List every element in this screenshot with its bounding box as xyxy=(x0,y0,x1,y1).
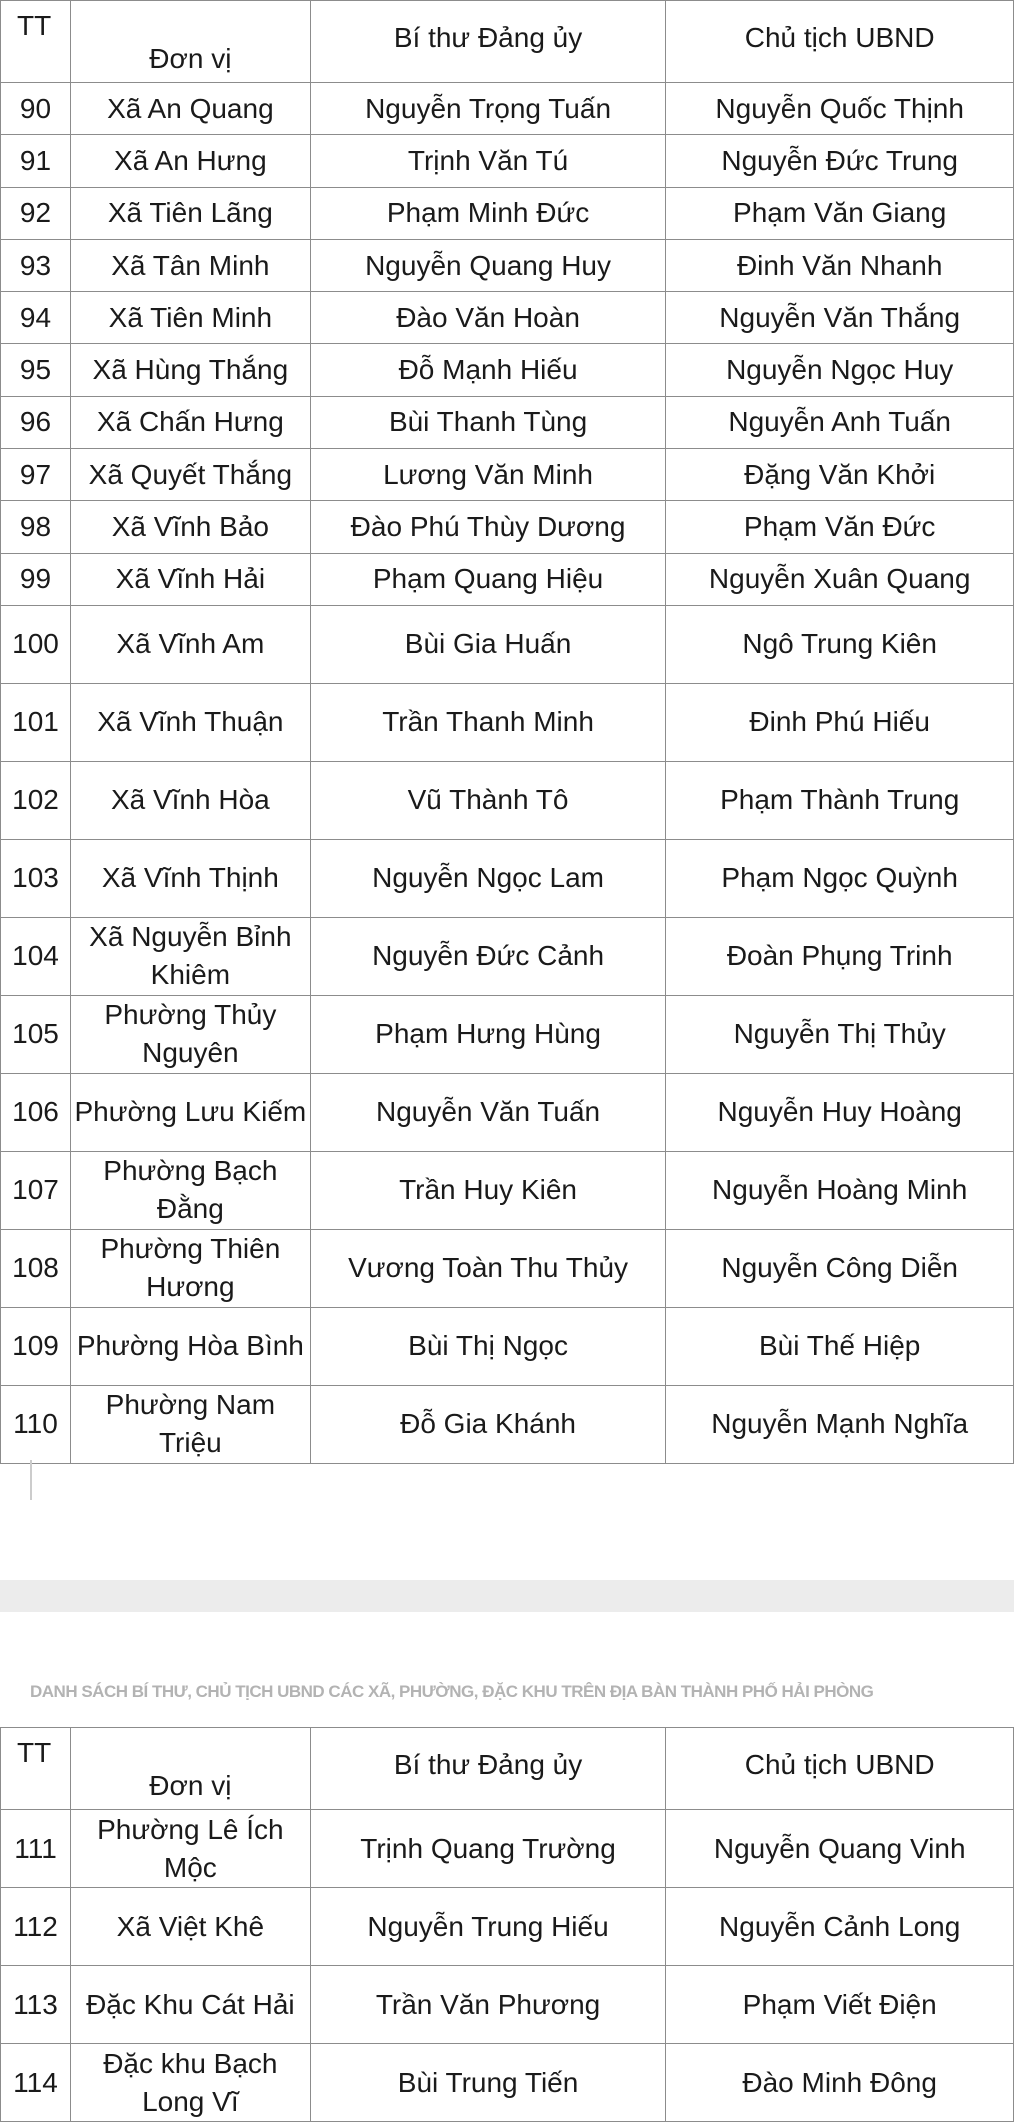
row-number: 95 xyxy=(1,344,71,396)
party-secretary: Đào Văn Hoàn xyxy=(310,292,666,344)
table-header-row xyxy=(1,1728,1014,1810)
table-row xyxy=(1,292,1014,344)
party-secretary: Nguyễn Văn Tuấn xyxy=(310,1073,666,1151)
divider-line xyxy=(30,1460,32,1500)
party-secretary: Vũ Thành Tô xyxy=(310,761,666,839)
party-secretary: Phạm Minh Đức xyxy=(310,187,666,239)
header-unit: Đơn vị xyxy=(70,1728,310,1810)
party-secretary: Bùi Trung Tiến xyxy=(310,2044,666,2122)
party-secretary: Vương Toàn Thu Thủy xyxy=(310,1229,666,1307)
party-secretary: Bùi Thanh Tùng xyxy=(310,396,666,448)
header-secretary: Bí thư Đảng ủy xyxy=(310,1,666,83)
committee-chairman: Đào Minh Đông xyxy=(666,2044,1014,2122)
party-secretary: Trần Thanh Minh xyxy=(310,683,666,761)
committee-chairman: Phạm Văn Đức xyxy=(666,501,1014,553)
row-number: 102 xyxy=(1,761,71,839)
unit-name: Phường Thủy Nguyên xyxy=(70,995,310,1073)
table-row xyxy=(1,1229,1014,1307)
row-number: 114 xyxy=(1,2044,71,2122)
unit-name: Xã Vĩnh Thuận xyxy=(70,683,310,761)
row-number: 105 xyxy=(1,995,71,1073)
party-secretary: Đào Phú Thùy Dương xyxy=(310,501,666,553)
table-row xyxy=(1,83,1014,135)
committee-chairman: Phạm Ngọc Quỳnh xyxy=(666,839,1014,917)
unit-name: Phường Bạch Đằng xyxy=(70,1151,310,1229)
row-number: 93 xyxy=(1,239,71,291)
unit-name: Xã Vĩnh Hòa xyxy=(70,761,310,839)
unit-name: Xã Vĩnh Am xyxy=(70,605,310,683)
party-secretary: Trần Văn Phương xyxy=(310,1966,666,2044)
table-row xyxy=(1,995,1014,1073)
table-row xyxy=(1,1810,1014,1888)
header-secretary: Bí thư Đảng ủy xyxy=(310,1728,666,1810)
committee-chairman: Nguyễn Văn Thắng xyxy=(666,292,1014,344)
header-chairman: Chủ tịch UBND xyxy=(666,1,1014,83)
party-secretary: Trịnh Văn Tú xyxy=(310,135,666,187)
row-number: 111 xyxy=(1,1810,71,1888)
committee-chairman: Nguyễn Cảnh Long xyxy=(666,1888,1014,1966)
party-secretary: Lương Văn Minh xyxy=(310,449,666,501)
unit-name: Xã Chấn Hưng xyxy=(70,396,310,448)
table-row xyxy=(1,501,1014,553)
table-row xyxy=(1,839,1014,917)
row-number: 96 xyxy=(1,396,71,448)
committee-chairman: Đoàn Phụng Trinh xyxy=(666,917,1014,995)
row-number: 97 xyxy=(1,449,71,501)
committee-chairman: Nguyễn Huy Hoàng xyxy=(666,1073,1014,1151)
row-number: 99 xyxy=(1,553,71,605)
unit-name: Đặc Khu Cát Hải xyxy=(70,1966,310,2044)
row-number: 112 xyxy=(1,1888,71,1966)
party-secretary: Trần Huy Kiên xyxy=(310,1151,666,1229)
row-number: 104 xyxy=(1,917,71,995)
unit-name: Phường Lê Ích Mộc xyxy=(70,1810,310,1888)
row-number: 94 xyxy=(1,292,71,344)
officials-table-2 xyxy=(0,1727,1014,2122)
committee-chairman: Ngô Trung Kiên xyxy=(666,605,1014,683)
table-row xyxy=(1,1073,1014,1151)
table-row xyxy=(1,917,1014,995)
table-row xyxy=(1,2044,1014,2122)
unit-name: Xã Tân Minh xyxy=(70,239,310,291)
header-unit: Đơn vị xyxy=(70,1,310,83)
header-tt: TT xyxy=(1,1,71,83)
unit-name: Xã An Hưng xyxy=(70,135,310,187)
committee-chairman: Nguyễn Quang Vinh xyxy=(666,1810,1014,1888)
committee-chairman: Nguyễn Công Diễn xyxy=(666,1229,1014,1307)
committee-chairman: Nguyễn Xuân Quang xyxy=(666,553,1014,605)
table-row xyxy=(1,553,1014,605)
row-number: 103 xyxy=(1,839,71,917)
row-number: 101 xyxy=(1,683,71,761)
party-secretary: Nguyễn Trọng Tuấn xyxy=(310,83,666,135)
party-secretary: Nguyễn Ngọc Lam xyxy=(310,839,666,917)
party-secretary: Đỗ Mạnh Hiếu xyxy=(310,344,666,396)
row-number: 108 xyxy=(1,1229,71,1307)
table-row xyxy=(1,1151,1014,1229)
committee-chairman: Phạm Thành Trung xyxy=(666,761,1014,839)
unit-name: Xã Hùng Thắng xyxy=(70,344,310,396)
header-tt: TT xyxy=(1,1728,71,1810)
unit-name: Xã An Quang xyxy=(70,83,310,135)
table-row xyxy=(1,135,1014,187)
committee-chairman: Nguyễn Mạnh Nghĩa xyxy=(666,1385,1014,1463)
unit-name: Xã Quyết Thắng xyxy=(70,449,310,501)
unit-name: Phường Hòa Bình xyxy=(70,1307,310,1385)
unit-name: Xã Vĩnh Thịnh xyxy=(70,839,310,917)
header-chairman: Chủ tịch UBND xyxy=(666,1728,1014,1810)
unit-name: Đặc khu Bạch Long Vĩ xyxy=(70,2044,310,2122)
unit-name: Xã Nguyễn Bỉnh Khiêm xyxy=(70,917,310,995)
table-row xyxy=(1,396,1014,448)
unit-name: Xã Tiên Minh xyxy=(70,292,310,344)
row-number: 109 xyxy=(1,1307,71,1385)
table-row xyxy=(1,605,1014,683)
committee-chairman: Đinh Phú Hiếu xyxy=(666,683,1014,761)
committee-chairman: Phạm Viết Điện xyxy=(666,1966,1014,2044)
row-number: 113 xyxy=(1,1966,71,2044)
table-row xyxy=(1,1307,1014,1385)
party-secretary: Nguyễn Quang Huy xyxy=(310,239,666,291)
table-row xyxy=(1,239,1014,291)
table-row xyxy=(1,344,1014,396)
committee-chairman: Nguyễn Thị Thủy xyxy=(666,995,1014,1073)
unit-name: Xã Việt Khê xyxy=(70,1888,310,1966)
unit-name: Phường Thiên Hương xyxy=(70,1229,310,1307)
committee-chairman: Nguyễn Đức Trung xyxy=(666,135,1014,187)
row-number: 92 xyxy=(1,187,71,239)
party-secretary: Nguyễn Trung Hiếu xyxy=(310,1888,666,1966)
row-number: 90 xyxy=(1,83,71,135)
unit-name: Xã Vĩnh Bảo xyxy=(70,501,310,553)
row-number: 98 xyxy=(1,501,71,553)
section-separator xyxy=(0,1580,1014,1612)
row-number: 106 xyxy=(1,1073,71,1151)
party-secretary: Phạm Hưng Hùng xyxy=(310,995,666,1073)
table-row xyxy=(1,449,1014,501)
unit-name: Xã Tiên Lãng xyxy=(70,187,310,239)
committee-chairman: Đinh Văn Nhanh xyxy=(666,239,1014,291)
table-row xyxy=(1,1888,1014,1966)
party-secretary: Bùi Gia Huấn xyxy=(310,605,666,683)
party-secretary: Phạm Quang Hiệu xyxy=(310,553,666,605)
table-row xyxy=(1,1966,1014,2044)
table-row xyxy=(1,187,1014,239)
committee-chairman: Bùi Thế Hiệp xyxy=(666,1307,1014,1385)
table-row xyxy=(1,683,1014,761)
party-secretary: Nguyễn Đức Cảnh xyxy=(310,917,666,995)
table-row xyxy=(1,1385,1014,1463)
committee-chairman: Nguyễn Ngọc Huy xyxy=(666,344,1014,396)
committee-chairman: Nguyễn Quốc Thịnh xyxy=(666,83,1014,135)
table-header-row xyxy=(1,1,1014,83)
unit-name: Phường Nam Triệu xyxy=(70,1385,310,1463)
committee-chairman: Đặng Văn Khởi xyxy=(666,449,1014,501)
party-secretary: Đỗ Gia Khánh xyxy=(310,1385,666,1463)
party-secretary: Bùi Thị Ngọc xyxy=(310,1307,666,1385)
party-secretary: Trịnh Quang Trường xyxy=(310,1810,666,1888)
row-number: 100 xyxy=(1,605,71,683)
row-number: 107 xyxy=(1,1151,71,1229)
table-row xyxy=(1,761,1014,839)
list-caption: DANH SÁCH BÍ THƯ, CHỦ TỊCH UBND CÁC XÃ, PHƯỜNG, ĐẶC KHU TRÊN ĐỊA BÀN THÀNH PHỐ HẢI PHÒNG xyxy=(30,1682,874,1701)
row-number: 110 xyxy=(1,1385,71,1463)
committee-chairman: Nguyễn Anh Tuấn xyxy=(666,396,1014,448)
unit-name: Xã Vĩnh Hải xyxy=(70,553,310,605)
row-number: 91 xyxy=(1,135,71,187)
unit-name: Phường Lưu Kiếm xyxy=(70,1073,310,1151)
committee-chairman: Phạm Văn Giang xyxy=(666,187,1014,239)
committee-chairman: Nguyễn Hoàng Minh xyxy=(666,1151,1014,1229)
